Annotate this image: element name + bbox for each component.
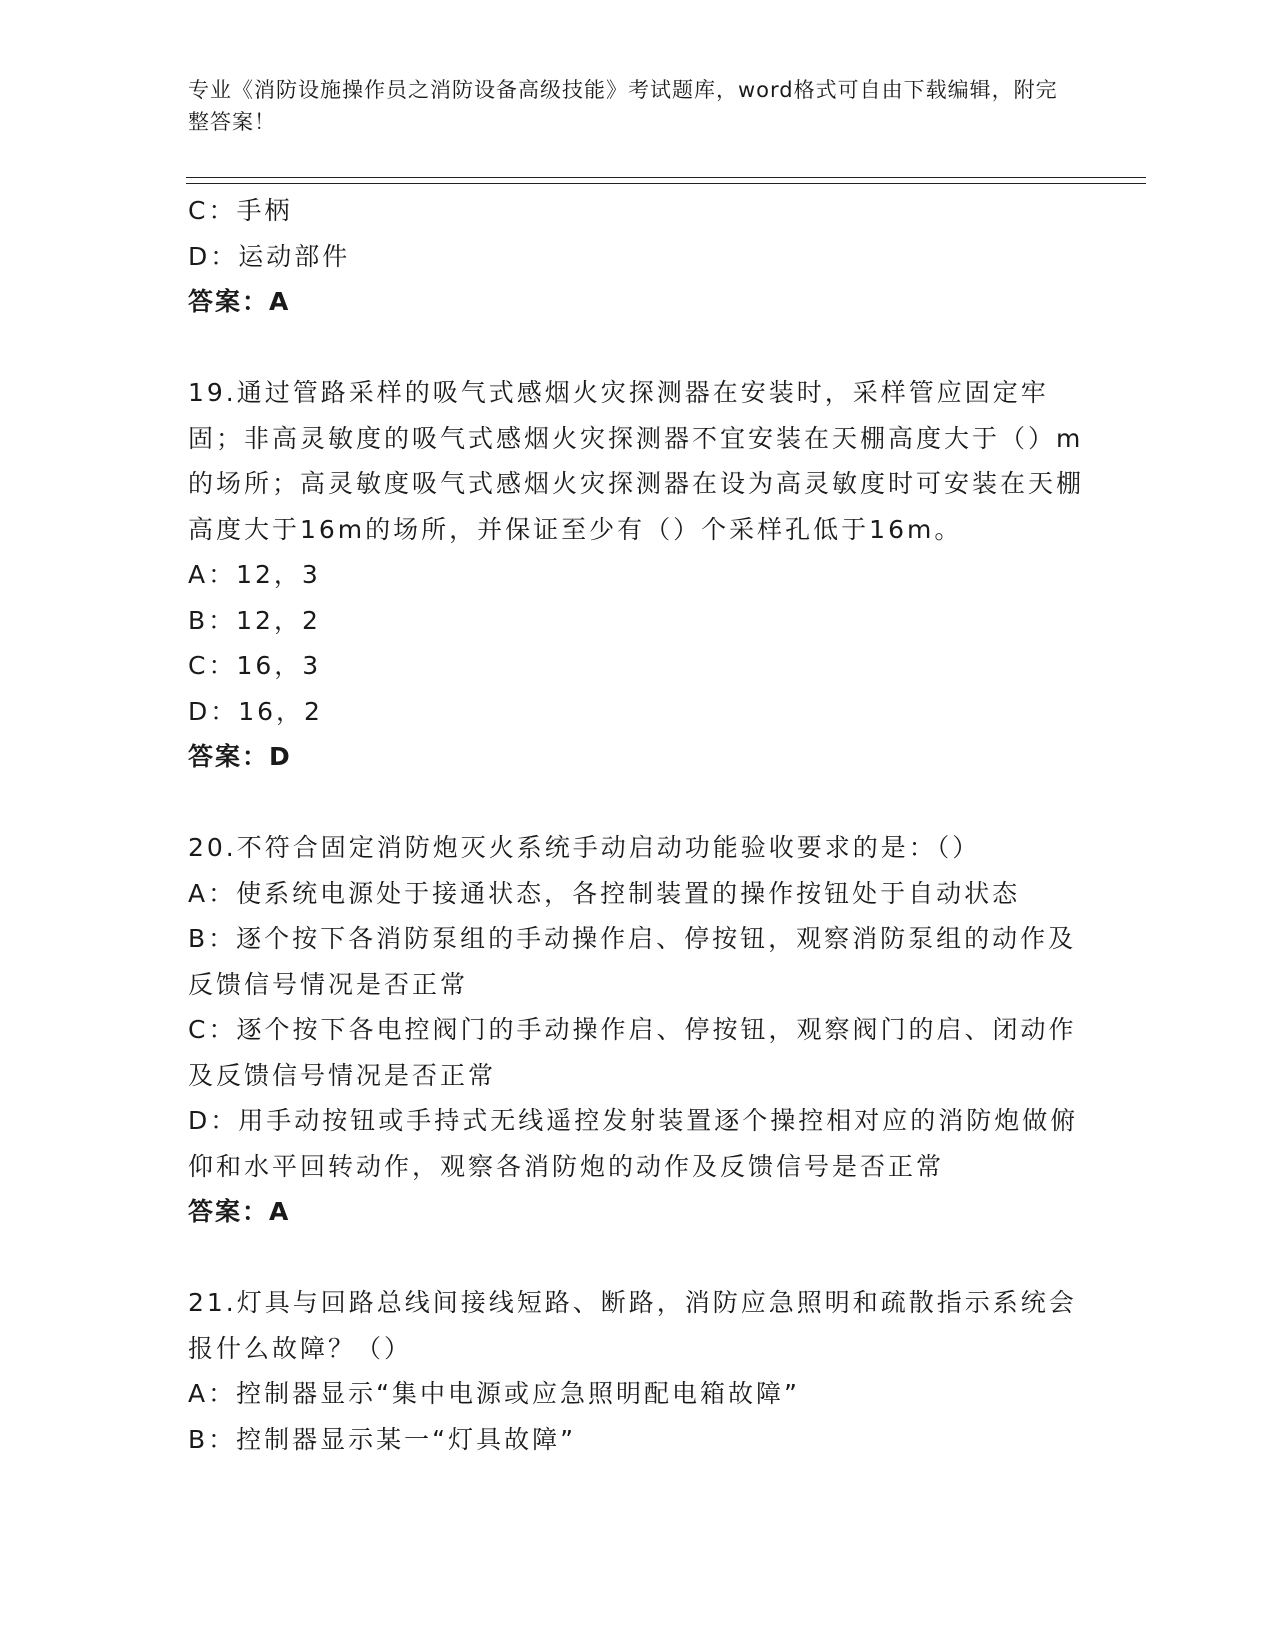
question-content	[188, 188, 1088, 1462]
spacer	[188, 325, 1088, 371]
answer-line: 答案：A	[188, 287, 291, 316]
option-a: A：控制器显示“集中电源或应急照明配电箱故障”	[188, 1379, 801, 1408]
option-d: D：运动部件	[188, 241, 351, 271]
question-stem: 21.灯具与回路总线间接线短路、断路，消防应急照明和疏散指示系统会报什么故障？（）	[188, 1288, 1077, 1363]
spacer	[188, 780, 1088, 826]
option-c: C：手柄	[188, 196, 293, 225]
answer-line: 答案：D	[188, 742, 292, 771]
option-b: B：逐个按下各消防泵组的手动操作启、停按钮，观察消防泵组的动作及反馈信号情况是否正常	[188, 924, 1077, 999]
spacer	[188, 1235, 1088, 1281]
previous-question-tail	[188, 188, 1088, 325]
document-header: 专业《消防设施操作员之消防设备高级技能》考试题库，word格式可自由下载编辑，附完整答案！	[188, 78, 1058, 134]
header-divider-bottom	[186, 183, 1146, 184]
option-c: C：逐个按下各电控阀门的手动操作启、停按钮，观察阀门的启、闭动作及反馈信号情况是否正常	[188, 1015, 1077, 1090]
question-stem: 20.不符合固定消防炮灭火系统手动启动功能验收要求的是：（）	[188, 833, 981, 862]
option-c: C：16，3	[188, 651, 322, 680]
option-b: B：12，2	[188, 605, 321, 635]
option-d: D：用手动按钮或手持式无线遥控发射装置逐个操控相对应的消防炮做俯仰和水平回转动作，观察各消防炮的动作及反馈信号是否正常	[188, 1106, 1079, 1181]
question-stem: 19.通过管路采样的吸气式感烟火灾探测器在安装时，采样管应固定牢固；非高灵敏度的吸气式感烟火灾探测器不宜安装在天棚高度大于（）m的场所；高灵敏度吸气式感烟火灾探测器在设为高灵敏度时可安装在天棚高度大于16m的场所，并保证至少有（）个采样孔低于16m。	[188, 378, 1085, 544]
option-b: B：控制器显示某一“灯具故障”	[188, 1424, 577, 1454]
question-19	[188, 370, 1088, 780]
question-20	[188, 825, 1088, 1235]
question-21	[188, 1280, 1088, 1462]
option-d: D：16，2	[188, 696, 323, 726]
answer-line: 答案：A	[188, 1197, 291, 1226]
option-a: A：使系统电源处于接通状态，各控制装置的操作按钮处于自动状态	[188, 878, 1021, 908]
header-divider-top	[186, 177, 1146, 178]
option-a: A：12，3	[188, 560, 321, 589]
